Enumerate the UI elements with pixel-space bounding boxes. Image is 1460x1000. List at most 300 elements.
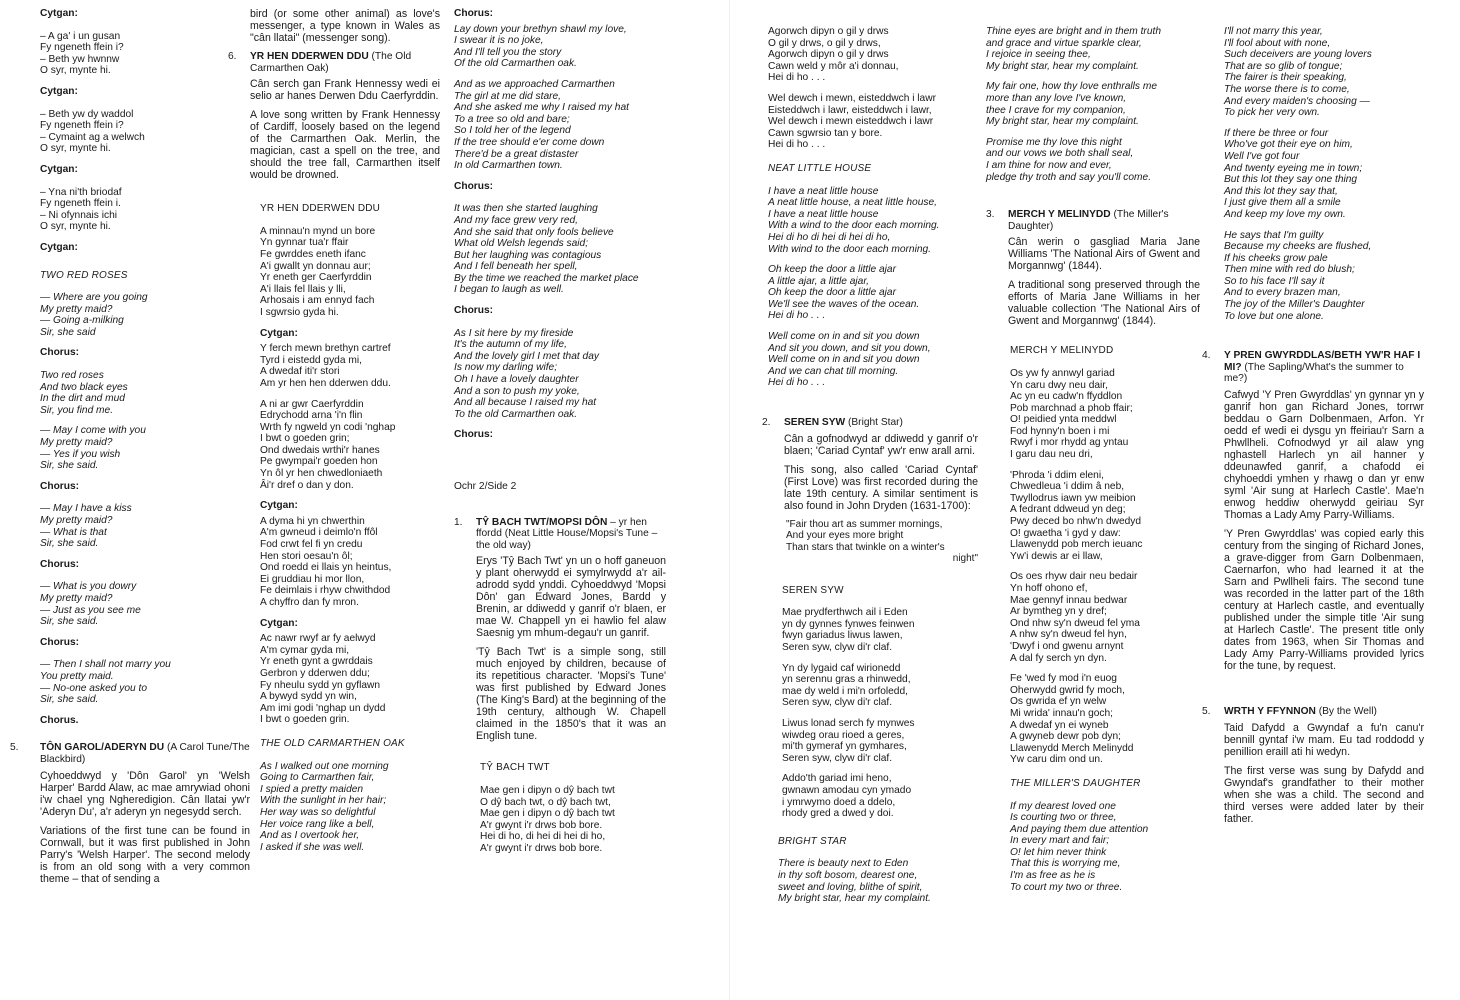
verse-line: Ond nhw sy'n dweud fel yma [1010,617,1140,629]
verse-line: If there be three or four [1224,127,1329,139]
verse-line: Seren syw, clyw di'r claf. [782,752,893,764]
chorus-label [40,715,250,727]
verse-line: Chorus. [40,714,79,726]
verse-line: Mi wrida' innau'n goch; [1010,707,1113,719]
verse-line: Fe gwrddes eneth ifanc [260,248,366,260]
verse-line: Ond dwedais wrthi'r hanes [260,444,380,456]
english-paragraph: 'Tŷ Bach Twt' is a simple song, still much enjoyed by children, because of its repetitious character. 'Mopsi's Tune' was first published by Edward Jones (The King's Bard) at the beginning of the 19th century, although W. Chapell claimed in the 1850's that it was an English tune. [476,646,666,743]
verse-line: A dyma hi yn chwerthin [260,515,365,527]
verse-line: Wel dewch i mewn, eisteddwch i lawr [768,92,936,104]
verse-line: The fairer is their speaking, [1224,72,1347,84]
verse-line: Mae gen i dipyn o dŷ bach twt [480,808,615,820]
verse-line: Llawenydd Merch Melinydd [1010,742,1134,754]
chorus-label [40,8,250,20]
welsh-verse [40,31,250,77]
verse-line: Of the old Carmarthen oak. [454,58,577,70]
welsh-paragraph: Cân werin o gasgliad Maria Jane Williams 'The National Airs of Gwent and Morgannwg' (1844). [1008,236,1200,273]
verse-line: In old Carmarthen town. [454,160,563,172]
verse-line: Cytgan: [40,163,78,175]
welsh-verse [260,399,440,492]
verse-line: mae dy weld i mi'n orfoledd, [782,685,908,697]
verse-line: My bright star, hear my complaint. [986,116,1139,128]
chorus-label: Chorus: [454,180,494,192]
column-5 [986,26,1200,902]
english-paragraph: This song, also called 'Cariad Cyntaf' (First Love) was first recorded during the late 19th century. A similar sentiment is also found in John Dryden (1631-1700): [784,463,978,512]
verse-line: To the old Carmarthen oak. [454,408,578,420]
verse-line: Well come on in and sit you down [768,354,920,366]
verse-line: I garu dau neu dri, [1010,449,1093,461]
verse-line: You pretty maid. [40,670,114,682]
verse-line: — Going a-milking [40,315,124,327]
song-caption: NEAT LITTLE HOUSE [768,162,872,174]
verse-line: in thy soft bosom, dearest one, [778,869,918,881]
chorus-label: Cytgan: [260,327,298,339]
welsh-verse [1010,673,1200,766]
chorus-label: Cytgan: [260,500,298,512]
verse-line: yn serennu gras a rhinwedd, [782,674,911,686]
song-caption: TŶ BACH TWT [480,762,550,774]
verse-line: Agorwch dipyn o gil y drws [768,26,889,37]
verse-line: Sir, she said. [40,460,99,472]
verse-line: — Then I shall not marry you [40,659,171,671]
verse-line: – A ga' i un gusan [40,30,121,42]
section-number: 2. [762,417,771,429]
english-verse [40,503,250,549]
verse-line: and our vows we both shall seal, [986,148,1134,160]
section-heading-1 [454,517,666,552]
verse-line: To court my two or three. [1010,881,1123,893]
verse-line: That are so glib of tongue; [1224,60,1343,72]
verse-line: It was then she started laughing [454,203,598,215]
english-verse [454,328,666,421]
verse-line: wiwdeg orau rioed a geres, [782,729,905,741]
verse-line: But her laughing was contagious [454,249,602,261]
verse-line: thee I crave for my companion, [986,104,1126,116]
verse-line: Hei di ho . . . [768,72,826,84]
verse-line: Os oes rhyw dair neu bedair [1010,571,1138,583]
english-verse [1224,26,1424,119]
verse-line: My pretty maid? [40,437,113,449]
verse-line: Is now my darling wife; [454,362,558,374]
song-caption: SEREN SYW [782,584,844,596]
side-label: Ochr 2/Side 2 [454,481,517,492]
english-verse [40,659,250,705]
verse-line: Yn hoff ohono ef, [1010,583,1088,594]
verse-line: Os gwrida ef yn welw [1010,696,1107,708]
welsh-verse [782,607,978,653]
welsh-verse [260,516,440,609]
verse-line: We'll see the waves of the ocean. [768,298,920,310]
verse-line: He says that I'm guilty [1224,229,1324,241]
verse-line: Hei di ho di hei di hei di ho, [768,231,891,243]
verse-line: As I walked out one morning [260,760,389,772]
verse-line: Because my cheeks are flushed, [1224,241,1372,253]
verse-line: In every mart and fair; [1010,835,1110,847]
verse-line: And she said that only fools believe [454,226,614,238]
verse-line: Seren syw, clyw di'r claf. [782,697,893,709]
english-verse [454,79,666,172]
section-title: WRTH Y FFYNNON [1224,706,1316,718]
verse-line: There'd be a great distaster [454,148,579,160]
section-subtitle: (The Sapling/What's the summer to me?) [1224,361,1404,385]
verse-line: Addo'th gariad imi heno, [782,773,892,785]
verse-line: To love but one alone. [1224,310,1324,322]
verse-line: As I sit here by my fireside [454,327,574,339]
verse-line: Agorwch dipyn o gil y drws [768,49,889,61]
welsh-verse [1010,571,1200,664]
verse-line: A minnau'n mynd un bore [260,225,376,237]
verse-line: Ar bymtheg yn y dref; [1010,606,1107,618]
verse-line: O syr, mynte hi. [40,221,111,233]
verse-line: Such deceivers are young lovers [1224,49,1372,61]
quote-end: night" [952,553,978,565]
verse-line: Yn dy lygaid caf wirionedd [782,662,901,674]
verse-line: A little ajar, a little ajar, [768,275,869,287]
welsh-paragraph: Cyhoeddwyd y 'Dôn Garol' yn 'Welsh Harper' Bardd Alaw, ac mae amrywiad ohoni i'w chael yng Ngheredigion. Cân llatai yw'r 'Aderyn Du', a'r aderyn yn negesydd serch. [40,769,250,818]
chorus-label [40,559,250,571]
verse-line: Llawenydd pob merch ieuanc [1010,539,1143,551]
verse-line: If his cheeks grow pale [1224,252,1328,264]
welsh-verse [40,109,250,155]
verse-line: Twyllodrus iawn yw meibion [1010,492,1136,504]
verse-line: Ac yn eu cadw'n ffyddlon [1010,391,1123,403]
verse-line: Edrychodd arna 'i'n flin [260,410,363,422]
welsh-verse [260,633,440,726]
welsh-verse [1010,368,1200,461]
verse-line: Oh keep the door a little ajar [768,287,896,299]
verse-line: Is courting two or three, [1010,812,1117,824]
verse-line: — Yes if you wish [40,448,121,460]
english-verse [986,81,1200,127]
verse-line: Ac nawr rwyf ar fy aelwyd [260,633,376,645]
chorus-label: Chorus: [454,429,494,441]
section-title: MERCH Y MELINYDD [1008,209,1111,221]
song-caption: MERCH Y MELINYDD [1010,345,1114,357]
chorus-label [40,242,250,254]
column-6 [1202,26,1424,832]
verse-line: Am imi godi 'nghap un dydd [260,702,386,714]
verse-line: A neat little house, a neat little house, [768,197,937,209]
welsh-paragraph: Cân serch gan Frank Hennessy wedi ei selio ar hanes Derwen Ddu Caerfyrddin. [250,78,440,103]
verse-line: — Just as you see me [40,604,141,616]
verse-line: A gwyneb dewr pob dyn; [1010,731,1122,743]
verse-line: And as we approached Carmarthen [454,78,615,90]
verse-line: Cytgan: [40,8,78,19]
english-verse [40,425,250,471]
section-number: 6. [228,51,237,62]
verse-line: Hei di ho . . . [768,139,826,151]
welsh-verse [782,773,978,819]
verse-line: – Cymaint ag a welwch [40,131,145,143]
verse-line: — May I come with you [40,425,146,437]
verse-line: The joy of the Miller's Daughter [1224,299,1365,311]
welsh-paragraph: Taid Dafydd a Gwyndaf a fu'n canu'r bennill gyntaf i'w mam. Eu tad roddodd y penillion eraill ati hi wedyn. [1224,721,1424,758]
verse-line: And I fell beneath her spell, [454,261,578,273]
section-subtitle: (A Carol Tune/The Blackbird) [40,742,250,765]
verse-line: A fedrant ddweud yn deg; [1010,504,1126,516]
section-subtitle: (The Miller's Daughter) [1008,209,1169,232]
verse-line: Mae prydferthwch ail i Eden [782,607,908,619]
verse-line: Sir, she said [40,326,96,338]
section-number: 4. [1202,350,1211,362]
verse-line: Fy ngeneth ffein i? [40,42,124,54]
verse-line: Promise me thy love this night [986,136,1122,148]
verse-line: Yn gynnar tua'r ffair [260,237,349,249]
english-chorus [454,24,666,70]
verse-line: Fy ngeneth ffein i. [40,198,121,210]
verse-line: And the lovely girl I met that day [454,350,599,362]
page-fold-divider [729,0,730,1000]
column-3 [454,8,666,864]
verse-line: My pretty maid? [40,515,113,526]
verse-line: mi'th gymeraf yn gymhares, [782,741,907,753]
verse-line: O gil y drws, o gil y drws, [768,37,881,49]
verse-line: Tyrd i eistedd gyda mi, [260,354,362,366]
verse-line: The girl at me did stare, [454,90,562,102]
verse-line: yn dy gynnes fynwes feinwen [782,618,915,630]
verse-line: Then mine with red do blush; [1224,264,1355,276]
verse-line: And your eyes more bright [786,530,904,542]
verse-line: Liwus lonad serch fy mynwes [782,717,915,729]
verse-line: Eisteddwch i lawr, eisteddwch i lawr, [768,104,932,116]
section-heading-6 [228,51,440,74]
verse-line: A'i llais fel llais y lli, [260,283,346,295]
verse-line: I bwt o goeden grin; [260,433,350,445]
verse-line: Yn caru dwy neu dair, [1010,379,1108,391]
verse-line: Os yw fy annwyl gariad [1010,367,1115,379]
verse-line: Sir, she said. [40,616,99,628]
section-title: TÔN GAROL/ADERYN DU [40,742,165,754]
chorus-label [40,481,250,493]
welsh-verse [260,226,440,319]
verse-line: A'm gwneud i deimlo'n ffôl [260,527,378,539]
verse-line: – Ni ofynnais ichi [40,209,118,221]
verse-line: Hei di ho . . . [768,310,826,322]
verse-line: With the sunlight in her hair; [260,795,387,807]
verse-line: I have a neat little house [768,208,879,220]
song-caption: YR HEN DDERWEN DDU [260,203,381,215]
column-2 [228,8,440,862]
section-number: 1. [454,516,463,528]
verse-line: Fe 'wed fy mod i'n euog [1010,673,1117,685]
dryden-quote [786,519,978,565]
verse-line: To pick her very own. [1224,107,1320,119]
verse-line: And every maiden's choosing — [1224,95,1370,107]
verse-line: And my face grew very red, [454,214,578,226]
verse-line: I just give them all a smile [1224,197,1341,209]
section-title: Y PREN GWYRDDLAS/BETH YW'R HAF I MI? [1224,350,1421,373]
welsh-paragraph: Cân a gofnodwyd ar ddiwedd y ganrif o'r blaen; 'Cariad Cyntaf' yw'r enw arall arni. [784,432,978,457]
verse-line: — May I have a kiss [40,503,132,515]
verse-line: Chwedleua 'i ddim â neb, [1010,481,1125,493]
section-number: 3. [986,209,995,221]
verse-line: Mae gennyf innau bedwar [1010,594,1128,606]
verse-line: I bwt o goeden grin. [260,714,350,726]
verse-line: A ni ar gwr Caerfyrddin [260,398,364,410]
verse-line: My fair one, how thy love enthralls me [986,81,1157,93]
verse-line: A'r gwynt i'r drws bob bore. [480,819,603,831]
verse-line: Sir, she said. [40,538,99,550]
verse-line: So I told her of the legend [454,125,571,137]
verse-line: Cawn weld y môr a'i donnau, [768,60,899,72]
welsh-chorus [260,343,440,389]
verse-line: Than stars that twinkle on a winter's [786,541,945,553]
verse-line: Fy nheulu sydd yn gyflawn [260,679,381,691]
verse-line: Fe deimlais i rhyw chwithdod [260,585,391,597]
verse-line: Two red roses [40,370,104,382]
verse-line: Fy ngeneth ffein i? [40,120,124,132]
verse-line: O! peidied ynta meddwl [1010,414,1117,426]
verse-line: But this lot they say one thing [1224,174,1358,186]
verse-line: fwyn gariadus liwus lawen, [782,630,903,642]
verse-line: Thine eyes are bright and in them truth [986,26,1161,37]
section-subtitle: (By the Well) [1318,706,1377,718]
welsh-verse [782,718,978,764]
verse-line: I'm as free as he is [1010,870,1096,882]
verse-line: Seren syw, clyw di'r claf. [782,642,893,653]
verse-line: A chyffro dan fy mron. [260,597,359,608]
verse-line: And paying them due attention [1010,823,1149,835]
verse-line: Her voice rang like a bell, [260,818,375,830]
verse-line: There is beauty next to Eden [778,858,909,870]
english-verse [768,331,978,389]
song-caption: THE OLD CARMARTHEN OAK [260,737,405,749]
song-caption [40,270,250,282]
verse-line: Cytgan: [40,85,78,97]
verse-line: Wrth fy ngweld yn codi 'nghap [260,421,396,433]
verse-line: And to every brazen man, [1224,287,1341,299]
verse-line: So to his face I'll say it [1224,275,1325,287]
verse-line: I'll not marry this year, [1224,26,1323,37]
verse-line: Going to Carmarthen fair, [260,772,375,784]
english-paragraph: 'Y Pren Gwyrddlas' was copied early this century from the singing of Richard Jones, a grave-digger from Garn Dolbenmaen, Caernarfon, who had learned it at the Sarn and Pwllheli fairs. The second tune was recorded in the latter part of the 18th century at Harlech castle, and eventually published under the simple title 'Air sung at Harlech Castle'. The present title only dates from 1963, when Sir Thomas and Lady Amy Parry-Williams provided lyrics for the tune, by request. [1224,528,1424,673]
verse-line: A dal fy serch yn dyn. [1010,652,1107,664]
english-verse [40,581,250,627]
verse-line: Pwy deced bo nhw'n dwedyd [1010,516,1142,528]
verse-line: A'i gwallt yn donnau aur; [260,260,371,272]
verse-line: sweet and loving, blithe of spirit, [778,881,923,893]
verse-line: Chorus: [40,558,80,570]
verse-line: O dŷ bach twt, o dŷ bach twt, [480,796,611,808]
chorus-label [40,347,250,359]
verse-line: Cytgan: [40,241,78,253]
verse-line: The worse there is to come, [1224,83,1350,95]
section-number: 5. [1202,706,1211,718]
verse-line: Oherwydd gwrid fy moch, [1010,684,1125,696]
verse-line: I asked if she was well. [260,841,365,853]
verse-line: Rwyf i mor rhydd ag yntau [1010,437,1129,449]
welsh-paragraph: Cafwyd 'Y Pren Gwyrddlas' yn gynnar yn y ganrif hon gan Richard Jones, torrwr beddau o Garn Dolbenmaen, Arfon. Yr oedd ef wedi ei dysgu yn ffeiriau'r Sarn a Phwllheli. Cofnodwyd yr ail alaw yng nghastell Harlech yn ail hanner y ddeunawfed ganrif, a chafodd ei chyhoeddi ymhen y rhawg o dan yr enw syml 'Air sung at Harlech Castle'. Mae'n enwog heddiw oherwydd geiriau Syr Thomas a Lady Amy Parry-Williams. [1224,389,1424,522]
verse-line: Yw caru dim ond un. [1010,754,1103,766]
verse-line: Lay down your brethyn shawl my love, [454,23,627,35]
chorus-label [40,86,250,98]
verse-line: Mae gen i dipyn o dŷ bach twt [480,784,615,796]
verse-line: Hen stori oesau'n ôl; [260,550,353,562]
verse-line: My bright star, hear my complaint. [986,60,1139,72]
english-paragraph: The first verse was sung by Dafydd and Gwyndaf's grandfather to their mother when she was a child. The second and third verses were added later by their father. [1224,764,1424,825]
verse-line: rhody gred a dwed y doi. [782,808,894,820]
verse-line: Who've got their eye on him, [1224,139,1353,151]
verse-line: Chorus: [40,347,80,359]
verse-line: Am yr hen hen dderwen ddu. [260,377,391,389]
verse-line: – Beth yw dy waddol [40,108,134,120]
verse-line: Ond roedd ei llais yn heintus, [260,562,392,574]
verse-line: Âi'r dref o dan y don. [260,479,354,491]
section-subtitle: (Bright Star) [847,417,903,429]
column-4 [762,26,978,914]
section-title: TŶ BACH TWT/MOPSI DÔN [476,516,608,528]
verse-line: Pe gwympai'r goeden hon [260,456,378,468]
welsh-verse [768,26,978,84]
verse-line: If the tree should e'er come down [454,136,605,148]
verse-line: My bright star, hear my complaint. [778,893,931,905]
verse-line: I began to laugh as well. [454,284,564,296]
verse-line: – Beth yw hwnnw [40,53,120,65]
verse-line: Her way was so delightful [260,806,376,818]
verse-line: Ei gruddiau hi mor llon, [260,573,365,585]
verse-line: I rejoice in seeing thee, [986,49,1091,61]
verse-line: O syr, mynte hi. [40,65,111,77]
verse-line: Gerbron y dderwen ddu; [260,667,370,679]
verse-line: I'll fool about with none, [1224,37,1331,49]
verse-line: Oh keep the door a little ajar [768,264,896,276]
verse-line: In the dirt and mud [40,393,125,405]
verse-line: What old Welsh legends said; [454,238,589,250]
chorus-label [40,164,250,176]
verse-line: Sir, she said. [40,694,99,706]
verse-line: A nhw sy'n dweud fel hyn, [1010,629,1127,641]
english-verse [40,292,250,338]
verse-line: I spied a pretty maiden [260,783,364,795]
verse-line: I swear it is no joke, [454,35,544,47]
section-subtitle: (The Old Carmarthen Oak) [250,51,412,74]
verse-line: And I'll tell you the story [454,46,562,58]
welsh-verse [768,93,978,151]
verse-line: Oh I have a lovely daughter [454,374,579,386]
section-heading-4 [1202,350,1424,385]
verse-line: I am thine for now and ever, [986,159,1112,171]
verse-line: With wind to the door each morning. [768,243,931,255]
english-verse [1010,801,1200,894]
verse-line: i ymrwymo doed a ddelo, [782,796,896,808]
verse-line: — What is you dowry [40,581,137,593]
welsh-verse [1010,470,1200,563]
verse-line: Fod hynny'n boen i mi [1010,425,1110,437]
verse-line: That this is worrying me, [1010,858,1121,870]
verse-line: And sit you down, and sit you down, [768,342,931,354]
verse-line: It's the autumn of my life, [454,339,567,351]
verse-line: And this lot they say that, [1224,185,1338,197]
english-verse [1224,128,1424,221]
verse-line: Chorus: [40,480,80,492]
verse-line: A'm cymar gyda mi, [260,644,350,656]
english-paragraph: A traditional song preserved through the efforts of Maria Jane Williams in her valuable collection 'The National Airs of Gwent and Morgannwg' (1844). [1008,279,1200,328]
verse-line: O! let him never think [1010,846,1107,858]
english-paragraph: Variations of the first tune can be found in Cornwall, but it was first published in John Parry's 'Welsh Harper'. The second melody is from an old song with a very common theme – that of sending a [40,824,250,885]
verse-line: To a tree so old and bare; [454,113,570,125]
section-number: 5. [10,742,19,754]
song-caption: BRIGHT STAR [778,835,847,847]
verse-line: And two black eyes [40,381,128,393]
welsh-paragraph: Erys 'Tŷ Bach Twt' yn un o hoff ganeuon y plant oherwydd ei symylrwydd a'r ail-adrodd sydd ynddi. Cyhoeddwyd 'Mopsi Dôn' gan Edward Jones, Bardd y Brenin, ar ddiwedd y ganrif o'r blaen, er mae W. Chappell yn ei hawlio fel alaw Saesnig ym mhum-degau'r un ganrif. [476,555,666,640]
verse-line: Y ferch mewn brethyn cartref [260,343,391,355]
verse-line: And a son to push my yoke, [454,385,580,397]
section-heading-5 [10,742,250,765]
song-caption: THE MILLER'S DAUGHTER [1010,777,1141,789]
verse-line: O syr, mynte hi. [40,143,111,155]
verse-line: – Yna ni'th briodaf [40,186,122,198]
verse-line: My pretty maid? [40,303,113,315]
